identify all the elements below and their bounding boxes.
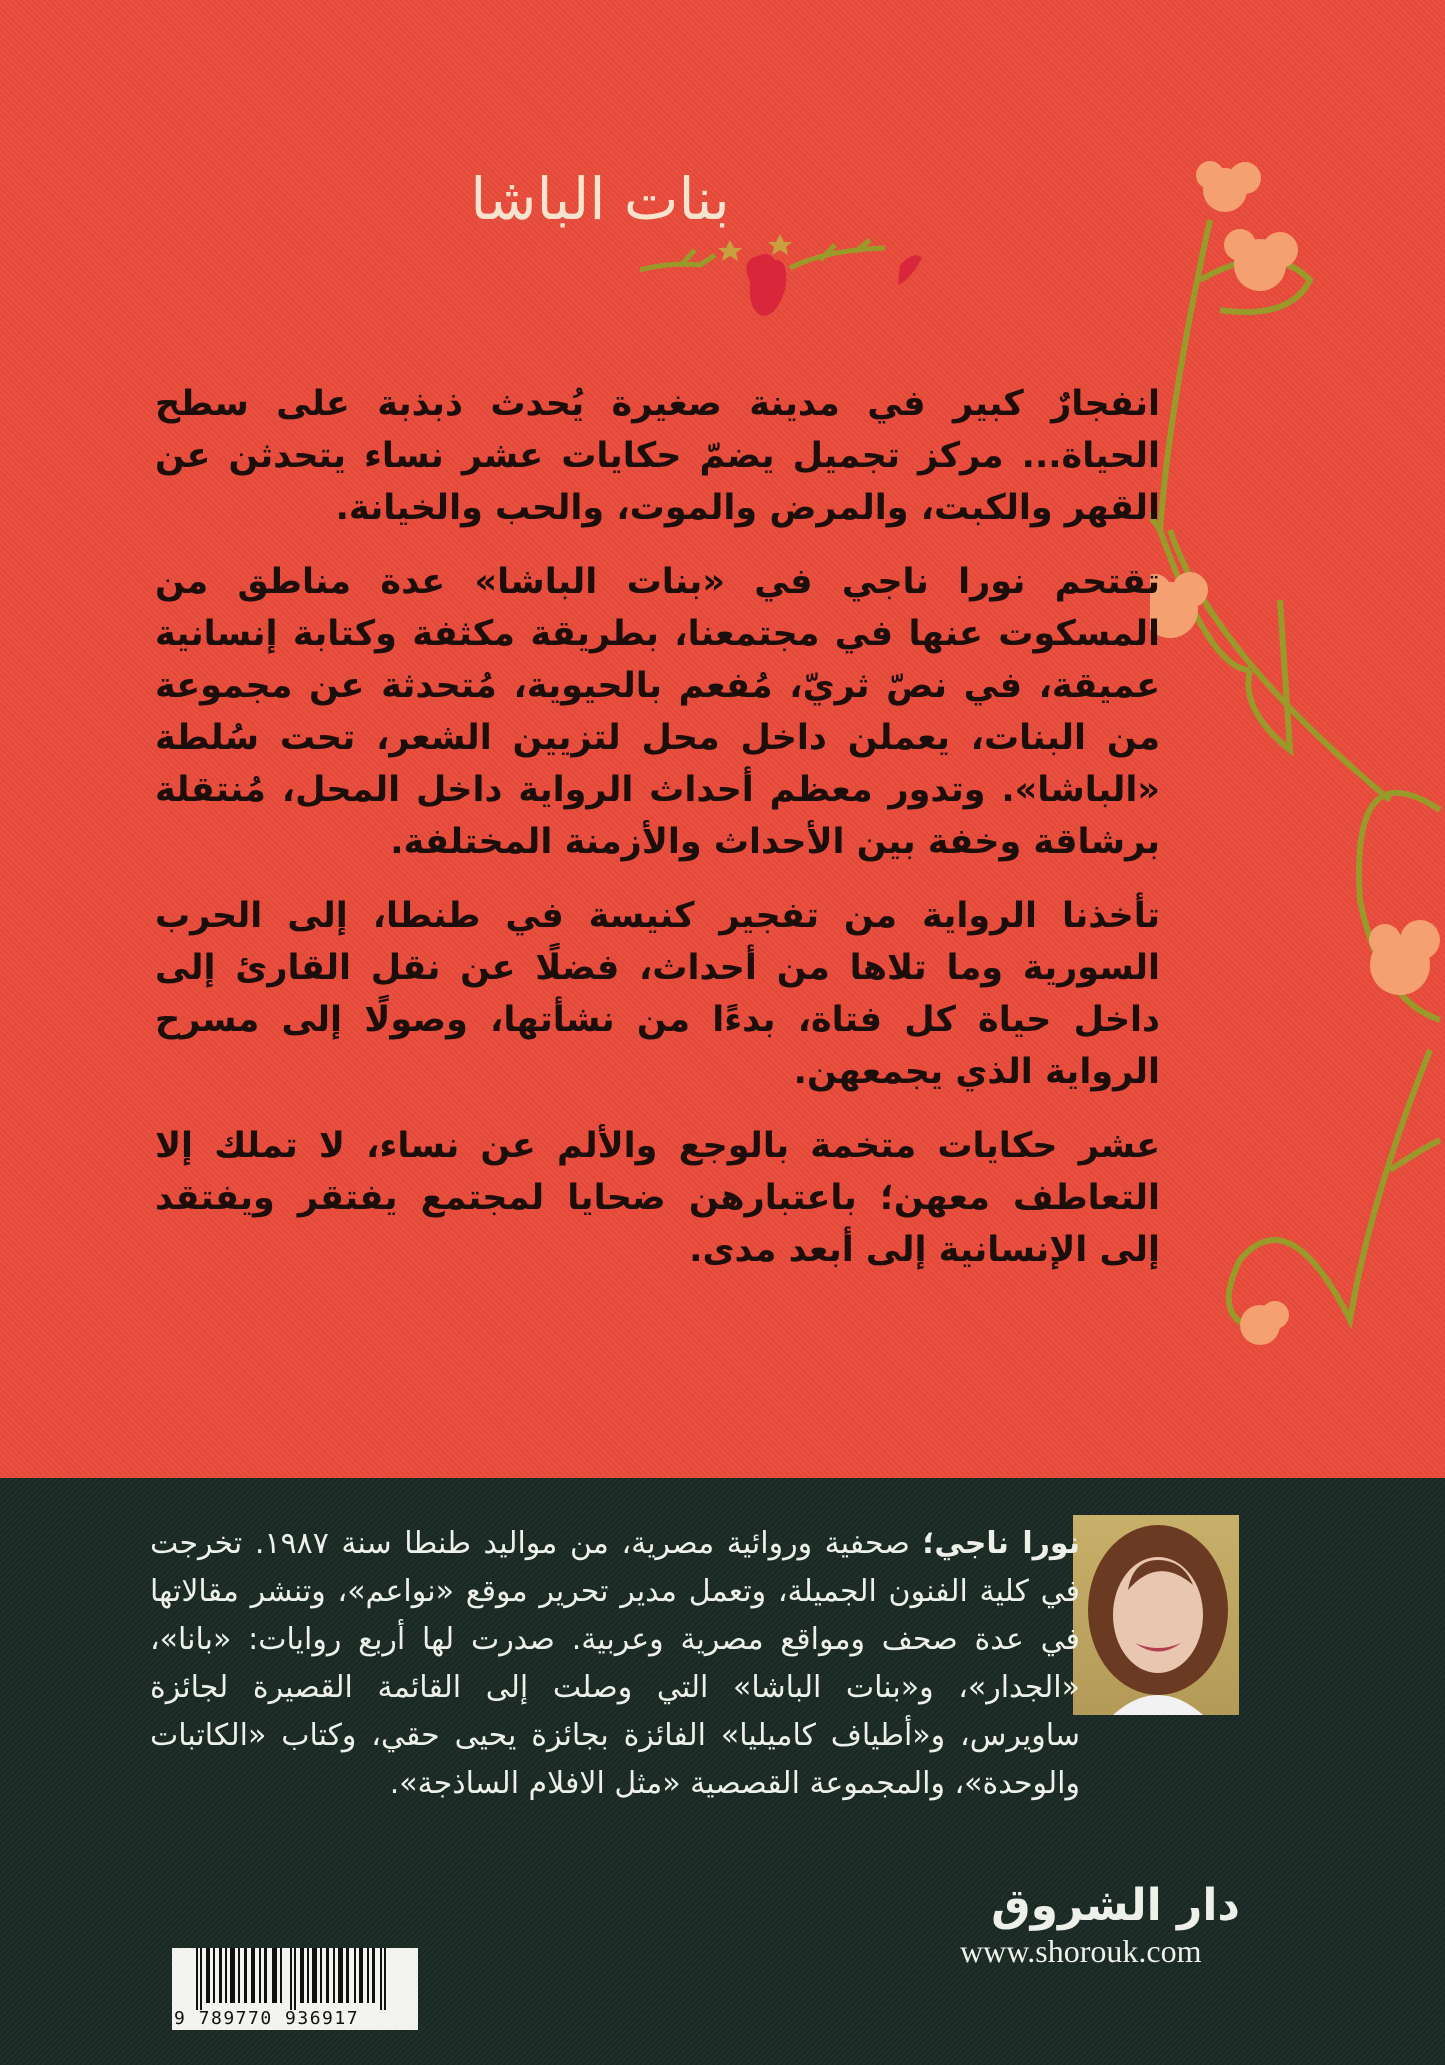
book-description <box>155 378 1160 1298</box>
heart-ornament-icon <box>640 220 950 320</box>
publisher-website[interactable]: www.shorouk.com <box>960 1933 1202 1969</box>
author-bio <box>150 1520 1080 1808</box>
author-bio-text: صحفية وروائية مصرية، من مواليد طنطا سنة ١٩٨٧. تخرجت في كلية الفنون الجميلة، وتعمل مدير تحرير موقع «نواعم»، وتنشر مقالاتها في عدة صحف ومواقع مصرية وعربية. صدرت لها أربع روايات: «بانا»، «الجدار»، و«بنات الباشا» التي وصلت إلى القائمة القصيرة لجائزة ساويرس، و«أطياف كاميليا» الفائزة بجائزة يحيى حقي، وكتاب «الكاتبات والوحدة»، والمجموعة القصصية «مثل الافلام الساذجة». <box>150 1526 1080 1801</box>
publisher-logo <box>960 1880 1260 1970</box>
description-paragraph: انفجارٌ كبير في مدينة صغيرة يُحدث ذبذبة على سطح الحياة... مركز تجميل يضمّ حكايات عشر نساء يتحدثن عن القهر والكبت، والمرض والموت، والحب والخيانة. <box>155 384 1160 528</box>
isbn-barcode <box>172 1948 418 2030</box>
floral-vine-icon <box>1150 150 1445 1480</box>
publisher-name: دار الشروق <box>991 1880 1240 1931</box>
author-photo <box>1073 1515 1239 1715</box>
portrait-icon <box>1073 1515 1239 1715</box>
author-name: نورا ناجي؛ <box>922 1526 1080 1561</box>
book-title: بنات الباشا <box>470 165 730 233</box>
description-paragraph: تأخذنا الرواية من تفجير كنيسة في طنطا، إلى الحرب السورية وما تلاها من أحداث، فضلًا عن نقل القارئ إلى داخل حياة كل فتاة، بدءًا من نشأتها، وصولًا إلى مسرح الرواية الذي يجمعهن. <box>155 896 1160 1092</box>
description-paragraph: عشر حكايات متخمة بالوجع والألم عن نساء، لا تملك إلا التعاطف معهن؛ باعتبارهن ضحايا لمجتمع يفتقر ويفتقد إلى الإنسانية إلى أبعد مدى. <box>155 1126 1160 1270</box>
barcode-icon <box>194 1948 404 2010</box>
description-paragraph: تقتحم نورا ناجي في «بنات الباشا» عدة مناطق من المسكوت عنها في مجتمعنا، بطريقة مكثفة وكتابة إنسانية عميقة، في نصّ ثريّ، مُفعم بالحيوية، مُتحدثة عن مجموعة من البنات، يعملن داخل محل لتزيين الشعر، تحت سُلطة «الباشا». وتدور معظم أحداث الرواية داخل المحل، مُنتقلة برشاقة وخفة بين الأحداث والأزمنة المختلفة. <box>155 562 1160 862</box>
isbn-number: 9 789770 936917 <box>174 2008 360 2029</box>
